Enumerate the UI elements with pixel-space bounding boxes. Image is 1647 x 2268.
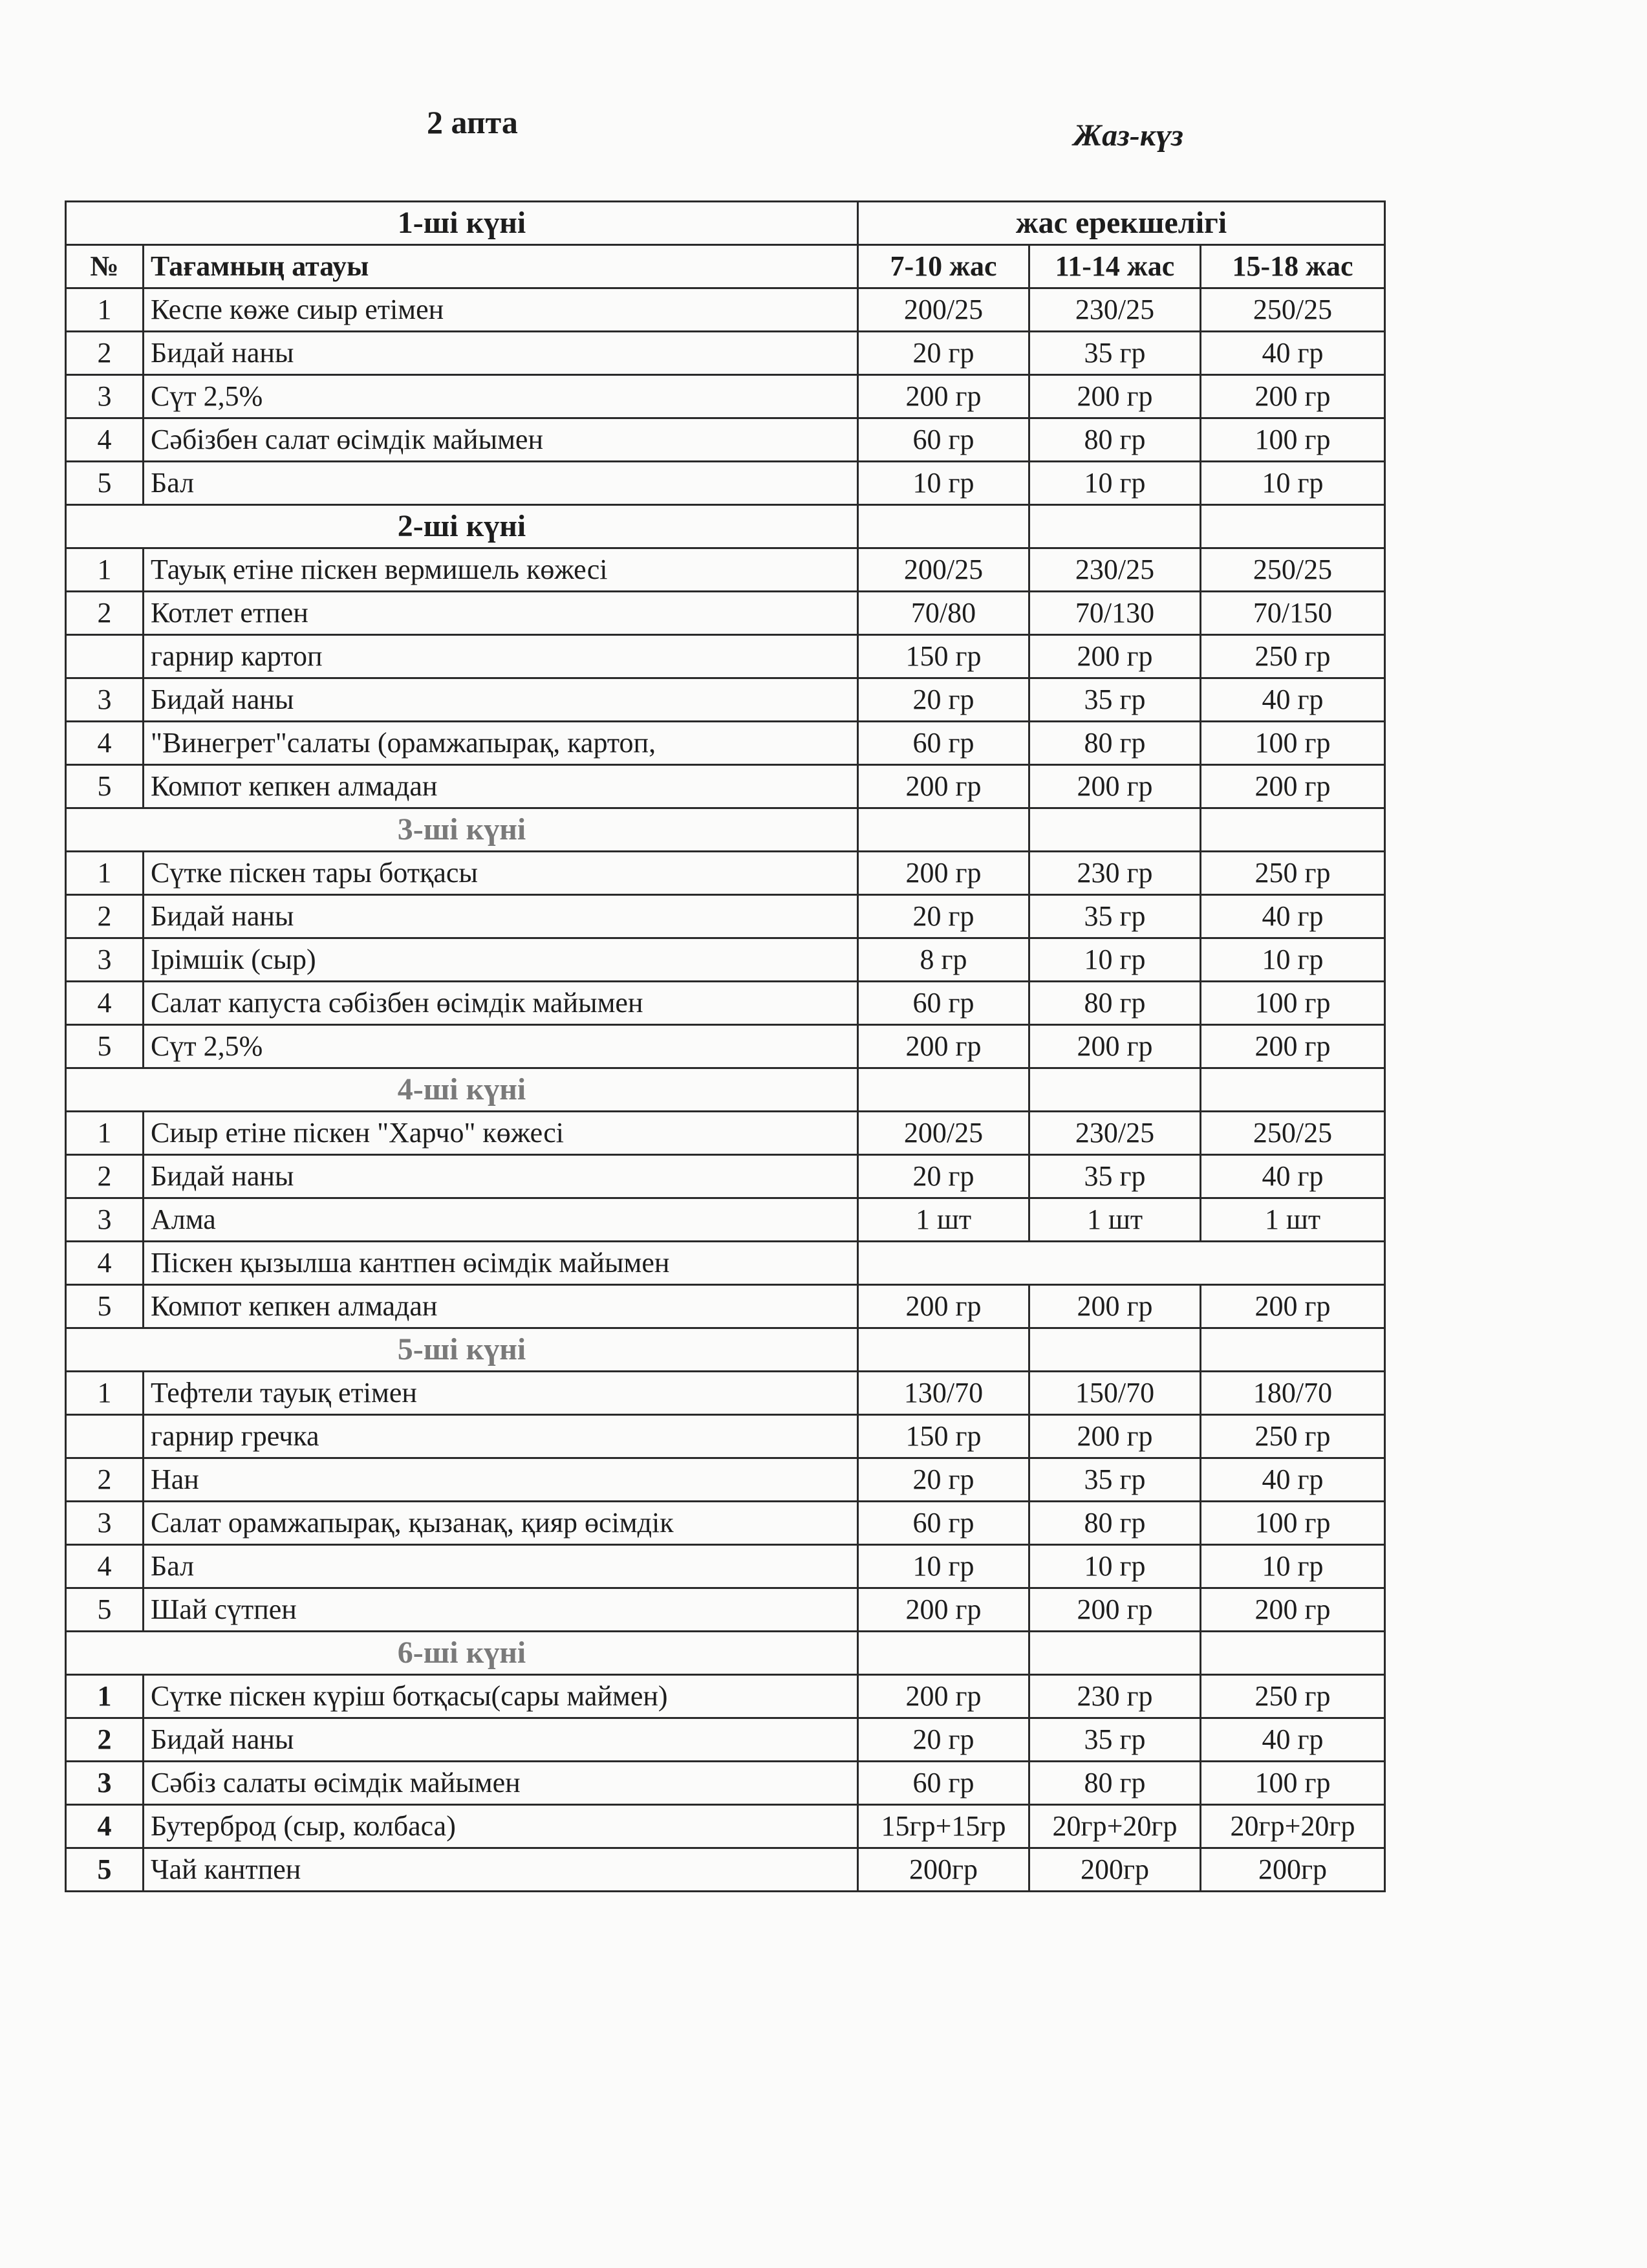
- item-name: Алма: [144, 1198, 858, 1242]
- table-row: [66, 1458, 1385, 1502]
- item-number: 5: [66, 1025, 144, 1068]
- item-value: 200 гр: [1201, 1285, 1385, 1328]
- item-name: Бал: [144, 1545, 858, 1588]
- table-row: [66, 1242, 1385, 1285]
- column-header-row: [66, 245, 1385, 288]
- item-value: 35 гр: [1029, 1718, 1201, 1762]
- item-value: 180/70: [1201, 1372, 1385, 1415]
- item-number: 4: [66, 418, 144, 462]
- season-title: Жаз-күз: [1073, 118, 1183, 153]
- item-value: 200 гр: [858, 852, 1029, 895]
- item-number: 3: [66, 375, 144, 418]
- item-name: Котлет етпен: [144, 592, 858, 635]
- item-value: 200 гр: [1029, 1415, 1201, 1458]
- item-name: Салат капуста сәбізбен өсімдік майымен: [144, 982, 858, 1025]
- item-value: 70/150: [1201, 592, 1385, 635]
- day-header-row: [66, 1068, 1385, 1112]
- item-value: 200 гр: [858, 765, 1029, 808]
- empty-cell: [1029, 1328, 1201, 1372]
- day-header-row: [66, 1632, 1385, 1675]
- item-number: 4: [66, 1242, 144, 1285]
- item-value: 250/25: [1201, 1112, 1385, 1155]
- item-number: 1: [66, 288, 144, 332]
- item-name: Сүтке піскен тары ботқасы: [144, 852, 858, 895]
- item-value: 20 гр: [858, 895, 1029, 938]
- item-value: 10 гр: [1029, 1545, 1201, 1588]
- col-age-header: 7-10 жас: [858, 245, 1029, 288]
- item-number: 2: [66, 1718, 144, 1762]
- item-name: Нан: [144, 1458, 858, 1502]
- empty-cell: [858, 1632, 1029, 1675]
- item-value: 230/25: [1029, 1112, 1201, 1155]
- item-value: 10 гр: [858, 462, 1029, 505]
- item-value: 10 гр: [1029, 938, 1201, 982]
- item-value: 20 гр: [858, 332, 1029, 375]
- item-number: 1: [66, 1372, 144, 1415]
- table-row: [66, 938, 1385, 982]
- item-name: Сүт 2,5%: [144, 1025, 858, 1068]
- day-title: 1-ші күні: [66, 202, 858, 245]
- item-value: 200 гр: [1201, 1025, 1385, 1068]
- item-value: 35 гр: [1029, 895, 1201, 938]
- item-value: 20 гр: [858, 678, 1029, 722]
- empty-cell: [1201, 505, 1385, 548]
- table-row: [66, 375, 1385, 418]
- item-name: Ірімшік (сыр): [144, 938, 858, 982]
- menu-table-body: [66, 202, 1385, 1892]
- item-number: 2: [66, 1155, 144, 1198]
- item-number: 4: [66, 1805, 144, 1848]
- item-name: Тауық етіне піскен вермишель көжесі: [144, 548, 858, 592]
- item-value: 200 гр: [858, 1675, 1029, 1718]
- item-value: 20 гр: [858, 1718, 1029, 1762]
- col-age-header: 15-18 жас: [1201, 245, 1385, 288]
- item-name: Сиыр етіне піскен "Харчо" көжесі: [144, 1112, 858, 1155]
- col-number-header: №: [66, 245, 144, 288]
- item-value: 35 гр: [1029, 1155, 1201, 1198]
- table-row: [66, 288, 1385, 332]
- menu-table: [65, 200, 1386, 1892]
- item-value: 230/25: [1029, 288, 1201, 332]
- table-row: [66, 548, 1385, 592]
- item-name: Бал: [144, 462, 858, 505]
- table-row: [66, 592, 1385, 635]
- col-age-header: 11-14 жас: [1029, 245, 1201, 288]
- item-name: Кеспе көже сиыр етімен: [144, 288, 858, 332]
- day-header-row: [66, 1328, 1385, 1372]
- item-value: 200 гр: [1029, 765, 1201, 808]
- item-value: 230/25: [1029, 548, 1201, 592]
- item-value: 80 гр: [1029, 982, 1201, 1025]
- item-number: 2: [66, 895, 144, 938]
- item-name: "Винегрет"салаты (орамжапырақ, картоп,: [144, 722, 858, 765]
- table-row: [66, 1372, 1385, 1415]
- item-value: 250/25: [1201, 288, 1385, 332]
- item-value: 200 гр: [1029, 1285, 1201, 1328]
- empty-cell: [858, 808, 1029, 852]
- item-value: 10 гр: [858, 1545, 1029, 1588]
- item-value: 35 гр: [1029, 1458, 1201, 1502]
- item-value: 200 гр: [858, 1588, 1029, 1632]
- item-name: гарнир гречка: [144, 1415, 858, 1458]
- item-name: Сәбізбен салат өсімдік майымен: [144, 418, 858, 462]
- empty-cell: [1201, 1068, 1385, 1112]
- item-value: 200 гр: [1029, 1588, 1201, 1632]
- table-row: [66, 462, 1385, 505]
- item-value: 250/25: [1201, 548, 1385, 592]
- item-name: Компот кепкен алмадан: [144, 1285, 858, 1328]
- item-value: 40 гр: [1201, 1155, 1385, 1198]
- table-row: [66, 1415, 1385, 1458]
- item-number: 3: [66, 1762, 144, 1805]
- day-header-row: [66, 505, 1385, 548]
- item-value: 200 гр: [1029, 635, 1201, 678]
- item-name: Компот кепкен алмадан: [144, 765, 858, 808]
- item-number: 4: [66, 982, 144, 1025]
- item-number: 2: [66, 592, 144, 635]
- item-name: Сүт 2,5%: [144, 375, 858, 418]
- item-name: Сүтке піскен күріш ботқасы(сары маймен): [144, 1675, 858, 1718]
- table-row: [66, 678, 1385, 722]
- empty-values: [858, 1242, 1385, 1285]
- day-header-row: [66, 808, 1385, 852]
- day-header-row: [66, 202, 1385, 245]
- item-value: 80 гр: [1029, 1502, 1201, 1545]
- age-group-title: жас ерекшелігі: [858, 202, 1385, 245]
- empty-cell: [858, 505, 1029, 548]
- day-title: 3-ші күні: [66, 808, 858, 852]
- item-value: 1 шт: [1201, 1198, 1385, 1242]
- item-name: Бидай наны: [144, 678, 858, 722]
- item-value: 100 гр: [1201, 418, 1385, 462]
- item-name: Чай кантпен: [144, 1848, 858, 1892]
- item-value: 1 шт: [1029, 1198, 1201, 1242]
- table-row: [66, 982, 1385, 1025]
- table-row: [66, 1502, 1385, 1545]
- item-value: 250 гр: [1201, 852, 1385, 895]
- item-value: 20гр+20гр: [1201, 1805, 1385, 1848]
- empty-cell: [1029, 505, 1201, 548]
- item-number: [66, 635, 144, 678]
- item-name: Бидай наны: [144, 1155, 858, 1198]
- empty-cell: [1201, 1328, 1385, 1372]
- empty-cell: [1029, 1632, 1201, 1675]
- item-value: 1 шт: [858, 1198, 1029, 1242]
- item-value: 200гр: [1029, 1848, 1201, 1892]
- item-value: 250 гр: [1201, 1415, 1385, 1458]
- empty-cell: [1029, 808, 1201, 852]
- item-number: 3: [66, 938, 144, 982]
- empty-cell: [1029, 1068, 1201, 1112]
- item-value: 60 гр: [858, 1762, 1029, 1805]
- item-value: 150 гр: [858, 1415, 1029, 1458]
- item-number: 3: [66, 678, 144, 722]
- item-number: 5: [66, 1848, 144, 1892]
- item-value: 20 гр: [858, 1458, 1029, 1502]
- item-value: 40 гр: [1201, 895, 1385, 938]
- empty-cell: [1201, 1632, 1385, 1675]
- table-row: [66, 765, 1385, 808]
- item-value: 230 гр: [1029, 852, 1201, 895]
- item-value: 10 гр: [1201, 1545, 1385, 1588]
- item-value: 200 гр: [858, 1025, 1029, 1068]
- item-value: 70/130: [1029, 592, 1201, 635]
- item-name: Бидай наны: [144, 895, 858, 938]
- table-row: [66, 1675, 1385, 1718]
- item-number: 3: [66, 1502, 144, 1545]
- item-value: 100 гр: [1201, 1762, 1385, 1805]
- item-value: 200 гр: [1029, 375, 1201, 418]
- item-value: 60 гр: [858, 418, 1029, 462]
- item-value: 70/80: [858, 592, 1029, 635]
- item-value: 15гр+15гр: [858, 1805, 1029, 1848]
- item-value: 80 гр: [1029, 722, 1201, 765]
- item-value: 20гр+20гр: [1029, 1805, 1201, 1848]
- item-number: 3: [66, 1198, 144, 1242]
- table-row: [66, 1285, 1385, 1328]
- table-row: [66, 635, 1385, 678]
- item-number: 5: [66, 1588, 144, 1632]
- item-value: 40 гр: [1201, 1718, 1385, 1762]
- day-title: 5-ші күні: [66, 1328, 858, 1372]
- table-row: [66, 1588, 1385, 1632]
- item-number: 1: [66, 1675, 144, 1718]
- item-name: Тефтели тауық етімен: [144, 1372, 858, 1415]
- item-name: Піскен қызылша кантпен өсімдік майымен: [144, 1242, 858, 1285]
- item-value: 60 гр: [858, 1502, 1029, 1545]
- table-row: [66, 1112, 1385, 1155]
- item-value: 150/70: [1029, 1372, 1201, 1415]
- table-row: [66, 1848, 1385, 1892]
- item-value: 8 гр: [858, 938, 1029, 982]
- item-number: 4: [66, 722, 144, 765]
- item-value: 60 гр: [858, 982, 1029, 1025]
- item-value: 200/25: [858, 1112, 1029, 1155]
- table-row: [66, 1198, 1385, 1242]
- item-value: 250 гр: [1201, 635, 1385, 678]
- empty-cell: [1201, 808, 1385, 852]
- item-name: Бидай наны: [144, 332, 858, 375]
- item-name: Шай сүтпен: [144, 1588, 858, 1632]
- day-title: 6-ші күні: [66, 1632, 858, 1675]
- item-value: 10 гр: [1201, 462, 1385, 505]
- table-row: [66, 1155, 1385, 1198]
- day-title: 4-ші күні: [66, 1068, 858, 1112]
- table-row: [66, 1545, 1385, 1588]
- item-value: 10 гр: [1029, 462, 1201, 505]
- table-row: [66, 722, 1385, 765]
- item-name: гарнир картоп: [144, 635, 858, 678]
- table-row: [66, 895, 1385, 938]
- item-number: 5: [66, 1285, 144, 1328]
- item-value: 200/25: [858, 548, 1029, 592]
- item-value: 200 гр: [858, 375, 1029, 418]
- item-value: 40 гр: [1201, 1458, 1385, 1502]
- table-row: [66, 418, 1385, 462]
- item-value: 200 гр: [1201, 765, 1385, 808]
- item-number: 2: [66, 1458, 144, 1502]
- item-value: 100 гр: [1201, 1502, 1385, 1545]
- item-value: 230 гр: [1029, 1675, 1201, 1718]
- item-value: 200 гр: [1201, 375, 1385, 418]
- item-number: 1: [66, 1112, 144, 1155]
- table-row: [66, 1718, 1385, 1762]
- item-name: Салат орамжапырақ, қызанақ, қияр өсімдік: [144, 1502, 858, 1545]
- item-value: 60 гр: [858, 722, 1029, 765]
- table-row: [66, 1762, 1385, 1805]
- table-row: [66, 1805, 1385, 1848]
- item-value: 100 гр: [1201, 982, 1385, 1025]
- item-value: 200 гр: [1029, 1025, 1201, 1068]
- item-name: Бутерброд (сыр, колбаса): [144, 1805, 858, 1848]
- item-value: 80 гр: [1029, 1762, 1201, 1805]
- item-name: Бидай наны: [144, 1718, 858, 1762]
- item-value: 20 гр: [858, 1155, 1029, 1198]
- table-row: [66, 332, 1385, 375]
- item-number: 5: [66, 765, 144, 808]
- day-title: 2-ші күні: [66, 505, 858, 548]
- week-title: 2 апта: [427, 104, 518, 140]
- item-value: 10 гр: [1201, 938, 1385, 982]
- item-value: 250 гр: [1201, 1675, 1385, 1718]
- item-number: 1: [66, 852, 144, 895]
- item-value: 35 гр: [1029, 678, 1201, 722]
- item-value: 130/70: [858, 1372, 1029, 1415]
- item-value: 40 гр: [1201, 678, 1385, 722]
- table-row: [66, 852, 1385, 895]
- empty-cell: [858, 1068, 1029, 1112]
- item-value: 35 гр: [1029, 332, 1201, 375]
- item-value: 80 гр: [1029, 418, 1201, 462]
- item-value: 100 гр: [1201, 722, 1385, 765]
- item-number: [66, 1415, 144, 1458]
- item-number: 5: [66, 462, 144, 505]
- item-value: 200гр: [1201, 1848, 1385, 1892]
- empty-cell: [858, 1328, 1029, 1372]
- item-value: 200 гр: [858, 1285, 1029, 1328]
- item-number: 1: [66, 548, 144, 592]
- item-number: 2: [66, 332, 144, 375]
- item-value: 150 гр: [858, 635, 1029, 678]
- item-value: 40 гр: [1201, 332, 1385, 375]
- item-name: Сәбіз салаты өсімдік майымен: [144, 1762, 858, 1805]
- item-value: 200 гр: [1201, 1588, 1385, 1632]
- item-number: 4: [66, 1545, 144, 1588]
- col-name-header: Тағамның атауы: [144, 245, 858, 288]
- item-value: 200гр: [858, 1848, 1029, 1892]
- table-row: [66, 1025, 1385, 1068]
- item-value: 200/25: [858, 288, 1029, 332]
